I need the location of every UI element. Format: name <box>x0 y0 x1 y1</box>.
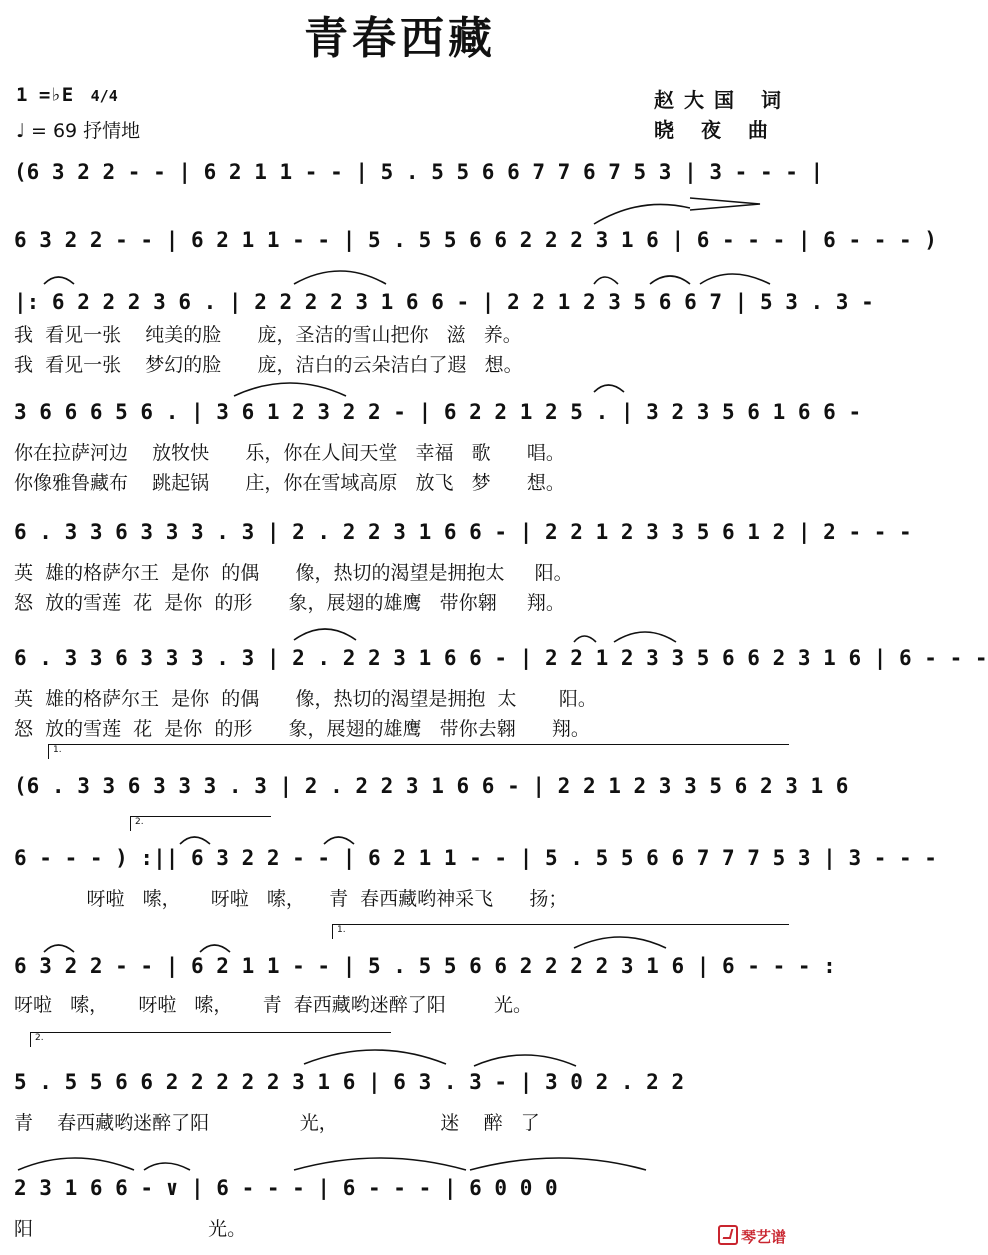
notation-line-5: 6 . 3 3 6 3 3 3 . 3 | 2 . 2 2 3 1 6 6 - | 2 2 1 2 3 3 5 6 1 2 | 2 - - - <box>14 520 912 544</box>
notation-line-8: 6 - - - ) :|| 6 3 2 2 - - | 6 2 1 1 - - | 5 . 5 5 6 6 7 7 7 5 3 | 3 - - - <box>14 846 937 870</box>
lyric-line-6b: 怒 放的雪莲 花 是你 的形 象，展翅的雄鹰 带你去翱 翔。 <box>14 718 590 740</box>
slur-mark <box>230 374 350 400</box>
logo-text: 琴艺谱 <box>740 1228 786 1246</box>
slur-mark <box>290 262 390 288</box>
notation-line-2: 6 3 2 2 - - | 6 2 1 1 - - | 5 . 5 5 6 6 2 2 2 3 1 6 | 6 - - - | 6 - - - ) <box>14 228 937 252</box>
notation-line-9: 6 3 2 2 - - | 6 2 1 1 - - | 5 . 5 5 6 6 2 2 2 2 3 1 6 | 6 - - - : <box>14 954 836 978</box>
slur-mark <box>290 620 360 644</box>
slur-mark <box>290 1150 650 1174</box>
slur-mark <box>14 1150 194 1174</box>
logo-icon <box>718 1225 738 1245</box>
lyric-line-8: 呀啦 嗦， 呀啦 嗦， 青 春西藏哟神采飞 扬； <box>14 888 568 910</box>
slur-mark <box>40 268 80 288</box>
lyricist-credit: 赵大国 词 <box>654 88 791 112</box>
slur-mark <box>470 1046 580 1070</box>
volta-label: 1. <box>337 925 346 935</box>
lyric-line-3b: 我 看见一张 梦幻的脸 庞，洁白的云朵洁白了遐 想。 <box>14 354 523 376</box>
notation-line-3: |: 6 2 2 2 3 6 . | 2 2 2 2 3 1 6 6 - | 2 2 1 2 3 5 6 6 7 | 5 3 . 3 - <box>14 290 874 314</box>
notation-line-10: 5 . 5 5 6 6 2 2 2 2 2 3 1 6 | 6 3 . 3 - | 3 0 2 . 2 2 <box>14 1070 685 1094</box>
notation-line-7: (6 . 3 3 6 3 3 3 . 3 | 2 . 2 2 3 1 6 6 - | 2 2 1 2 3 3 5 6 2 3 1 6 <box>14 774 849 798</box>
slur-mark <box>320 828 360 848</box>
slur-mark <box>570 624 680 646</box>
site-logo <box>718 1225 786 1247</box>
time-signature: 4/4 <box>90 87 118 105</box>
volta-label: 2. <box>135 817 144 827</box>
slur-mark <box>176 828 216 848</box>
slur-mark <box>590 262 780 288</box>
notation-line-1: (6 3 2 2 - - | 6 2 1 1 - - | 5 . 5 5 6 6 7 7 6 7 5 3 | 3 - - - | <box>14 160 824 184</box>
lyric-line-5b: 怒 放的雪莲 花 是你 的形 象，展翅的雄鹰 带你翱 翔。 <box>14 592 565 614</box>
slur-mark <box>590 190 770 230</box>
key-label: 1 =♭E <box>16 84 74 106</box>
lyric-line-11: 阳 光。 <box>14 1218 247 1240</box>
slur-mark <box>590 376 630 396</box>
tempo-marking: ♩ = 69 抒情地 <box>16 120 141 142</box>
lyric-line-9: 呀啦 嗦， 呀啦 嗦， 青 春西藏哟迷醉了阳 光。 <box>14 994 533 1016</box>
slur-mark <box>300 1040 450 1068</box>
composer-credit: 晓 夜 曲 <box>654 118 778 142</box>
slur-mark <box>40 936 80 956</box>
song-title: 青春西藏 <box>304 13 496 64</box>
lyric-line-3a: 我 看见一张 纯美的脸 庞，圣洁的雪山把你 滋 养。 <box>14 324 522 346</box>
lyric-line-4a: 你在拉萨河边 放牧快 乐，你在人间天堂 幸福 歌 唱。 <box>14 442 565 464</box>
volta-label: 1. <box>53 745 62 755</box>
lyric-line-4b: 你像雅鲁藏布 跳起锅 庄，你在雪域高原 放飞 梦 想。 <box>14 472 565 494</box>
slur-mark <box>196 936 236 956</box>
key-signature <box>16 84 118 106</box>
volta-label: 2. <box>35 1033 44 1043</box>
notation-line-11: 2 3 1 6 6 - ∨ | 6 - - - | 6 - - - | 6 0 0 0 <box>14 1176 558 1200</box>
volta-bracket-first <box>48 744 789 759</box>
notation-line-6: 6 . 3 3 6 3 3 3 . 3 | 2 . 2 2 3 1 6 6 - | 2 2 1 2 3 3 5 6 6 2 3 1 6 | 6 - - - <box>14 646 988 670</box>
notation-line-4: 3 6 6 6 5 6 . | 3 6 1 2 3 2 2 - | 6 2 2 1 2 5 . | 3 2 3 5 6 1 6 6 - <box>14 400 862 424</box>
volta-bracket-first-repeat <box>332 924 789 939</box>
lyric-line-10: 青 春西藏哟迷醉了阳 光， 迷 醉 了 <box>14 1112 540 1134</box>
lyric-line-6a: 英 雄的格萨尔王 是你 的偶 像，热切的渴望是拥抱 太 阳。 <box>14 688 597 710</box>
slur-mark <box>570 928 670 952</box>
lyric-line-5a: 英 雄的格萨尔王 是你 的偶 像，热切的渴望是拥抱太 阳。 <box>14 562 573 584</box>
